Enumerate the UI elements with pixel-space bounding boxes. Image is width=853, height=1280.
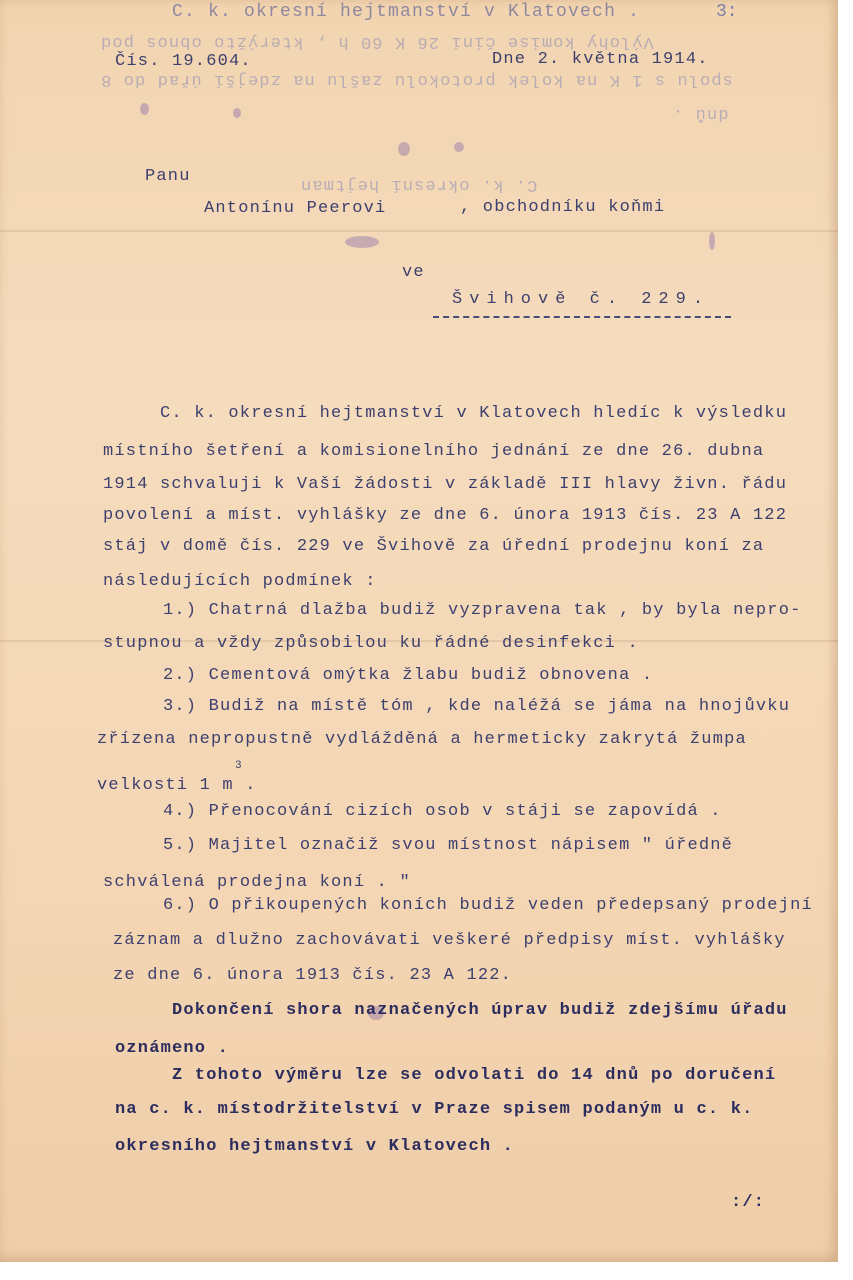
place-underline <box>433 316 731 318</box>
salutation: Panu <box>145 167 191 186</box>
condition-line: 3.) Budiž na místě tóm , kde naléžá se jáma na hnojůvku <box>163 697 791 716</box>
appeal-line: Z tohoto výměru lze se odvolati do 14 dnů po doručení <box>172 1066 777 1085</box>
condition-line: záznam a dlužno zachovávati veškeré předpisy míst. vyhlášky <box>113 931 786 950</box>
office-header: C. k. okresní hejtmanství v Klatovech . <box>172 2 641 22</box>
condition-line: 5.) Majitel označiž svou místnost nápisem " úředně <box>163 836 734 855</box>
scan-margin-bottom <box>0 1262 853 1280</box>
bleed-through-text: spolu s 1 K na kolek protokolu zašlu na zdejší úřad do 8 <box>100 70 733 89</box>
reference-number: Čís. 19.604. <box>115 52 252 71</box>
appeal-line: na c. k. místodržitelství v Praze spisem podaným u c. k. <box>115 1100 754 1119</box>
scan-margin-right <box>838 0 853 1280</box>
completion-line: oznámeno . <box>115 1039 230 1058</box>
ink-blot <box>233 108 241 118</box>
addressee-occupation: , obchodníku koňmi <box>460 198 666 217</box>
addressee-place: Švihově č. 229. <box>452 290 711 309</box>
bleed-through-text: dnů . <box>672 104 729 123</box>
completion-line: Dokončení shora naznačených úprav budiž zdejšímu úřadu <box>172 1001 788 1020</box>
body-line: 1914 schvaluji k Vaší žádosti v základě III hlavy živn. řádu <box>103 475 788 494</box>
ink-blot <box>709 232 715 250</box>
body-line: C. k. okresní hejtmanství v Klatovech hledíc k výsledku <box>160 404 788 423</box>
ink-blot <box>140 103 149 115</box>
condition-line: 2.) Cementová omýtka žlabu budiž obnovena . <box>163 666 654 685</box>
body-line: místního šetření a komisionelního jednání ze dne 26. dubna <box>103 442 765 461</box>
condition-line: velkosti 1 m . <box>97 776 257 795</box>
appeal-line: okresního hejtmanství v Klatovech . <box>115 1137 515 1156</box>
body-line: následujících podmínek : <box>103 572 377 591</box>
condition-line: 1.) Chatrná dlažba budiž vyzpravena tak , by byla nepro- <box>163 601 802 620</box>
preposition: ve <box>402 263 425 282</box>
condition-line: ze dne 6. února 1913 čís. 23 A 122. <box>113 966 513 985</box>
corner-mark: 3: <box>716 2 738 22</box>
condition-line: zřízena nepropustně vydlážděná a hermeticky zakrytá žumpa <box>97 730 747 749</box>
body-line: povolení a míst. vyhlášky ze dne 6. února 1913 čís. 23 A 122 <box>103 506 788 525</box>
document-date: Dne 2. května 1914. <box>492 50 709 69</box>
end-mark: :/: <box>731 1193 766 1212</box>
bleed-through-text: Výlohy komise činí 26 K 60 h , kterýžto obnos pod <box>100 32 654 51</box>
ink-blot <box>345 236 379 248</box>
superscript-three: 3 <box>235 760 243 772</box>
condition-line: stupnou a vždy způsobilou ku řádné desinfekci . <box>103 634 639 653</box>
body-line: stáj v domě čís. 229 ve Švihově za úřední prodejnu koní za <box>103 537 765 556</box>
addressee-name: Antonínu Peerovi <box>204 199 387 218</box>
ink-blot <box>398 142 410 156</box>
condition-line: schválená prodejna koní . " <box>103 873 411 892</box>
condition-line: 6.) O přikoupených koních budiž veden předepsaný prodejní <box>163 896 813 915</box>
ink-blot <box>454 142 464 152</box>
bleed-through-text: C. k. okresní hejtman <box>300 175 538 194</box>
condition-line: 4.) Přenocování cizích osob v stáji se zapovídá . <box>163 802 722 821</box>
